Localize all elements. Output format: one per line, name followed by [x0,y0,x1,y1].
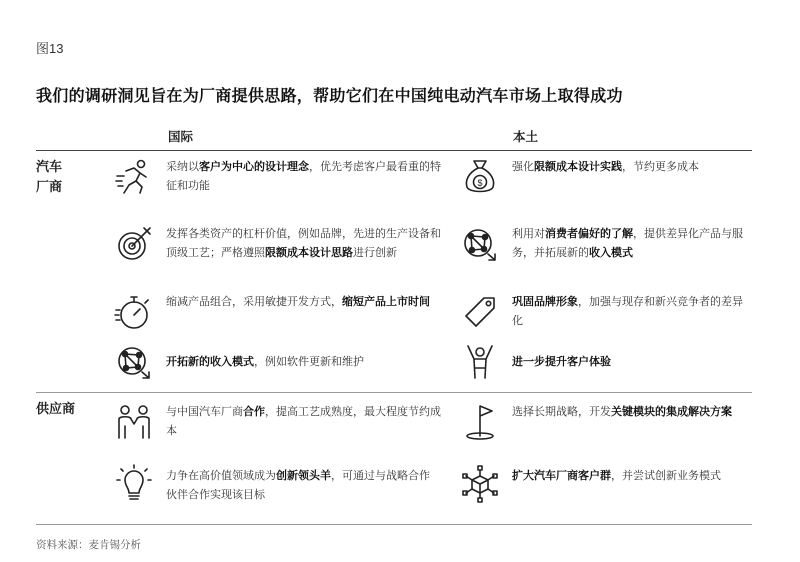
category-supplier: 供应商 [36,402,76,417]
svg-text:$: $ [477,178,483,188]
globe-network-icon [460,224,500,264]
intl-item-1: 采纳以客户为中心的设计理念，优先考虑客户最看重的特征和功能 [166,160,441,192]
local-item-4: 进一步提升客户体验 [512,355,611,368]
category-oem-line2: 厂商 [36,180,63,195]
column-header-local: 本土 [513,129,539,144]
local-item-1: 强化限额成本设计实践，节约更多成本 [512,160,699,173]
local-item-3: 巩固品牌形象，加强与现存和新兴竞争者的差异化 [512,295,743,327]
figure-label: 图13 [36,41,64,56]
intl-item-5: 与中国汽车厂商合作，提高工艺成熟度，最大程度节约成本 [166,405,441,437]
intl-item-4: 开拓新的收入模式，例如软件更新和维护 [166,355,364,368]
lightbulb-icon [114,464,154,504]
cube-network-icon [460,464,500,504]
flag-icon [460,402,500,442]
intl-item-3: 缩减产品组合，采用敏捷开发方式，缩短产品上市时间 [166,295,430,308]
category-oem [36,158,96,198]
header-divider [36,150,752,151]
stopwatch-icon [114,292,154,332]
runner-icon [114,157,154,197]
tag-icon [460,292,500,332]
money-bag-icon [460,157,500,197]
intl-item-2: 发挥各类资产的杠杆价值，例如品牌，先进的生产设备和顶级工艺；严格遵照限额成本设计思路进行创新 [166,227,441,259]
handshake-people-icon [114,402,154,442]
column-header-intl: 国际 [168,129,194,144]
section-divider [36,392,752,393]
target-icon [114,224,154,264]
source-note: 资料来源：麦肯锡分析 [36,539,141,551]
footer-divider [36,524,752,525]
local-item-6: 扩大汽车厂商客户群，并尝试创新业务模式 [512,469,721,482]
page-title: 我们的调研洞见旨在为厂商提供思路，帮助它们在中国纯电动汽车市场上取得成功 [36,86,623,105]
cheering-person-icon [460,342,500,382]
local-item-5: 选择长期战略，开发关键模块的集成解决方案 [512,405,732,418]
category-oem-line1: 汽车 [36,160,63,175]
globe-network-icon [114,342,154,382]
local-item-2: 利用对消费者偏好的了解，提供差异化产品与服务，并拓展新的收入模式 [512,227,743,259]
intl-item-6: 力争在高价值领域成为创新领头羊，可通过与战略合作伙伴合作实现该目标 [166,469,430,501]
